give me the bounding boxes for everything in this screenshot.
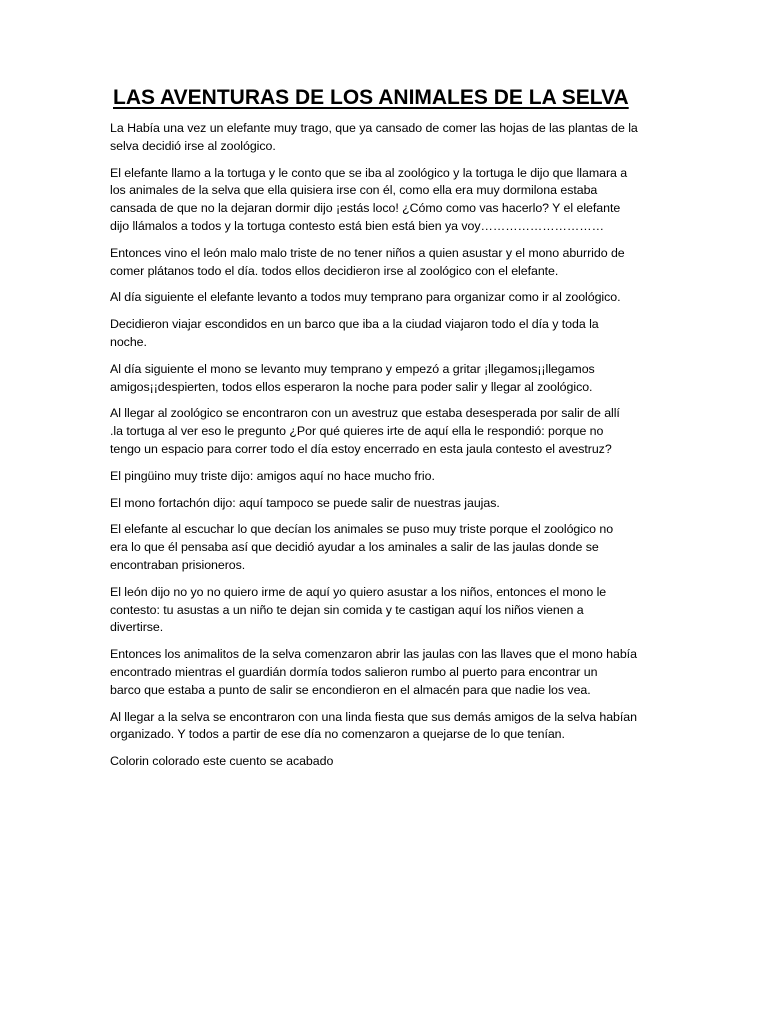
paragraph <box>110 316 660 352</box>
text-line: Al día siguiente el mono se levanto muy temprano y empezó a gritar ¡llegamos¡¡llegamos <box>110 361 595 376</box>
text-line: dijo llámalos a todos y la tortuga contesto está bien está bien ya voy………………………… <box>110 218 604 233</box>
paragraph <box>110 289 660 307</box>
text-line: Al llegar a la selva se encontraron con una linda fiesta que sus demás amigos de la selva habían <box>110 709 637 724</box>
text-line: El mono fortachón dijo: aquí tampoco se puede salir de nuestras jaujas. <box>110 495 500 510</box>
text-line: contesto: tu asustas a un niño te dejan sin comida y te castigan aquí los niños vienen a <box>110 602 584 617</box>
paragraph <box>110 361 660 397</box>
paragraph <box>110 245 660 281</box>
paragraph <box>110 165 660 236</box>
text-line: organizado. Y todos a partir de ese día no comenzaron a quejarse de lo que tenían. <box>110 727 565 742</box>
text-line: amigos¡¡despierten, todos ellos esperaron la noche para poder salir y llegar al zoológico. <box>110 379 593 394</box>
paragraph <box>110 468 660 486</box>
text-line: Colorin colorado este cuento se acabado <box>110 754 334 769</box>
paragraph <box>110 405 660 458</box>
text-line: Entonces vino el león malo malo triste de no tener niños a quien asustar y el mono aburrido de <box>110 245 625 260</box>
text-line: .la tortuga al ver eso le pregunto ¿Por qué quieres irte de aquí ella le respondió: porque no <box>110 424 604 439</box>
text-line: El león dijo no yo no quiero irme de aquí yo quiero asustar a los niños, entonces el mono le <box>110 584 607 599</box>
paragraph <box>110 584 660 637</box>
paragraph <box>110 646 660 699</box>
paragraph <box>110 709 660 745</box>
document-title: LAS AVENTURAS DE LOS ANIMALES DE LA SELVA <box>113 86 629 109</box>
text-line: Decidieron viajar escondidos en un barco que iba a la ciudad viajaron todo el día y toda la <box>110 317 599 332</box>
text-line: tengo un espacio para correr todo el día estoy encerrado en esta jaula contesto el avestruz? <box>110 441 612 456</box>
text-line: era lo que él pensaba así que decidió ayudar a los aminales a salir de las jaulas donde se <box>110 540 599 555</box>
text-line: comer plátanos todo el día. todos ellos decidieron irse al zoológico con el elefante. <box>110 263 559 278</box>
document-body <box>110 120 660 780</box>
text-line: noche. <box>110 334 147 349</box>
text-line: Al llegar al zoológico se encontraron con un avestruz que estaba desesperada por salir de allí <box>110 406 620 421</box>
paragraph <box>110 495 660 513</box>
text-line: El elefante al escuchar lo que decían los animales se puso muy triste porque el zoológico no <box>110 522 614 537</box>
text-line: El pingüino muy triste dijo: amigos aquí no hace mucho frio. <box>110 468 435 483</box>
text-line: Entonces los animalitos de la selva comenzaron abrir las jaulas con las llaves que el mono había <box>110 647 637 662</box>
text-line: encontraban prisioneros. <box>110 557 246 572</box>
text-line: barco que estaba a punto de salir se encondieron en el almacén para que nadie los vea. <box>110 682 591 697</box>
text-line: selva decidió irse al zoológico. <box>110 138 276 153</box>
text-line: encontrado mientras el guardián dormía todos salieron rumbo al puerto para encontrar un <box>110 664 598 679</box>
text-line: divertirse. <box>110 620 164 635</box>
text-line: Al día siguiente el elefante levanto a todos muy temprano para organizar como ir al zoológico. <box>110 290 621 305</box>
text-line: los animales de la selva que ella quisiera irse con él, como ella era muy dormilona estaba <box>110 183 598 198</box>
text-line: cansada de que no la dejaran dormir dijo ¡estás loco! ¿Cómo como vas hacerlo? Y el elefante <box>110 201 621 216</box>
paragraph <box>110 120 660 156</box>
paragraph <box>110 521 660 574</box>
text-line: La Había una vez un elefante muy trago, que ya cansado de comer las hojas de las plantas de la <box>110 121 638 135</box>
paragraph <box>110 753 660 771</box>
text-line: El elefante llamo a la tortuga y le conto que se iba al zoológico y la tortuga le dijo que llamara a <box>110 165 628 180</box>
